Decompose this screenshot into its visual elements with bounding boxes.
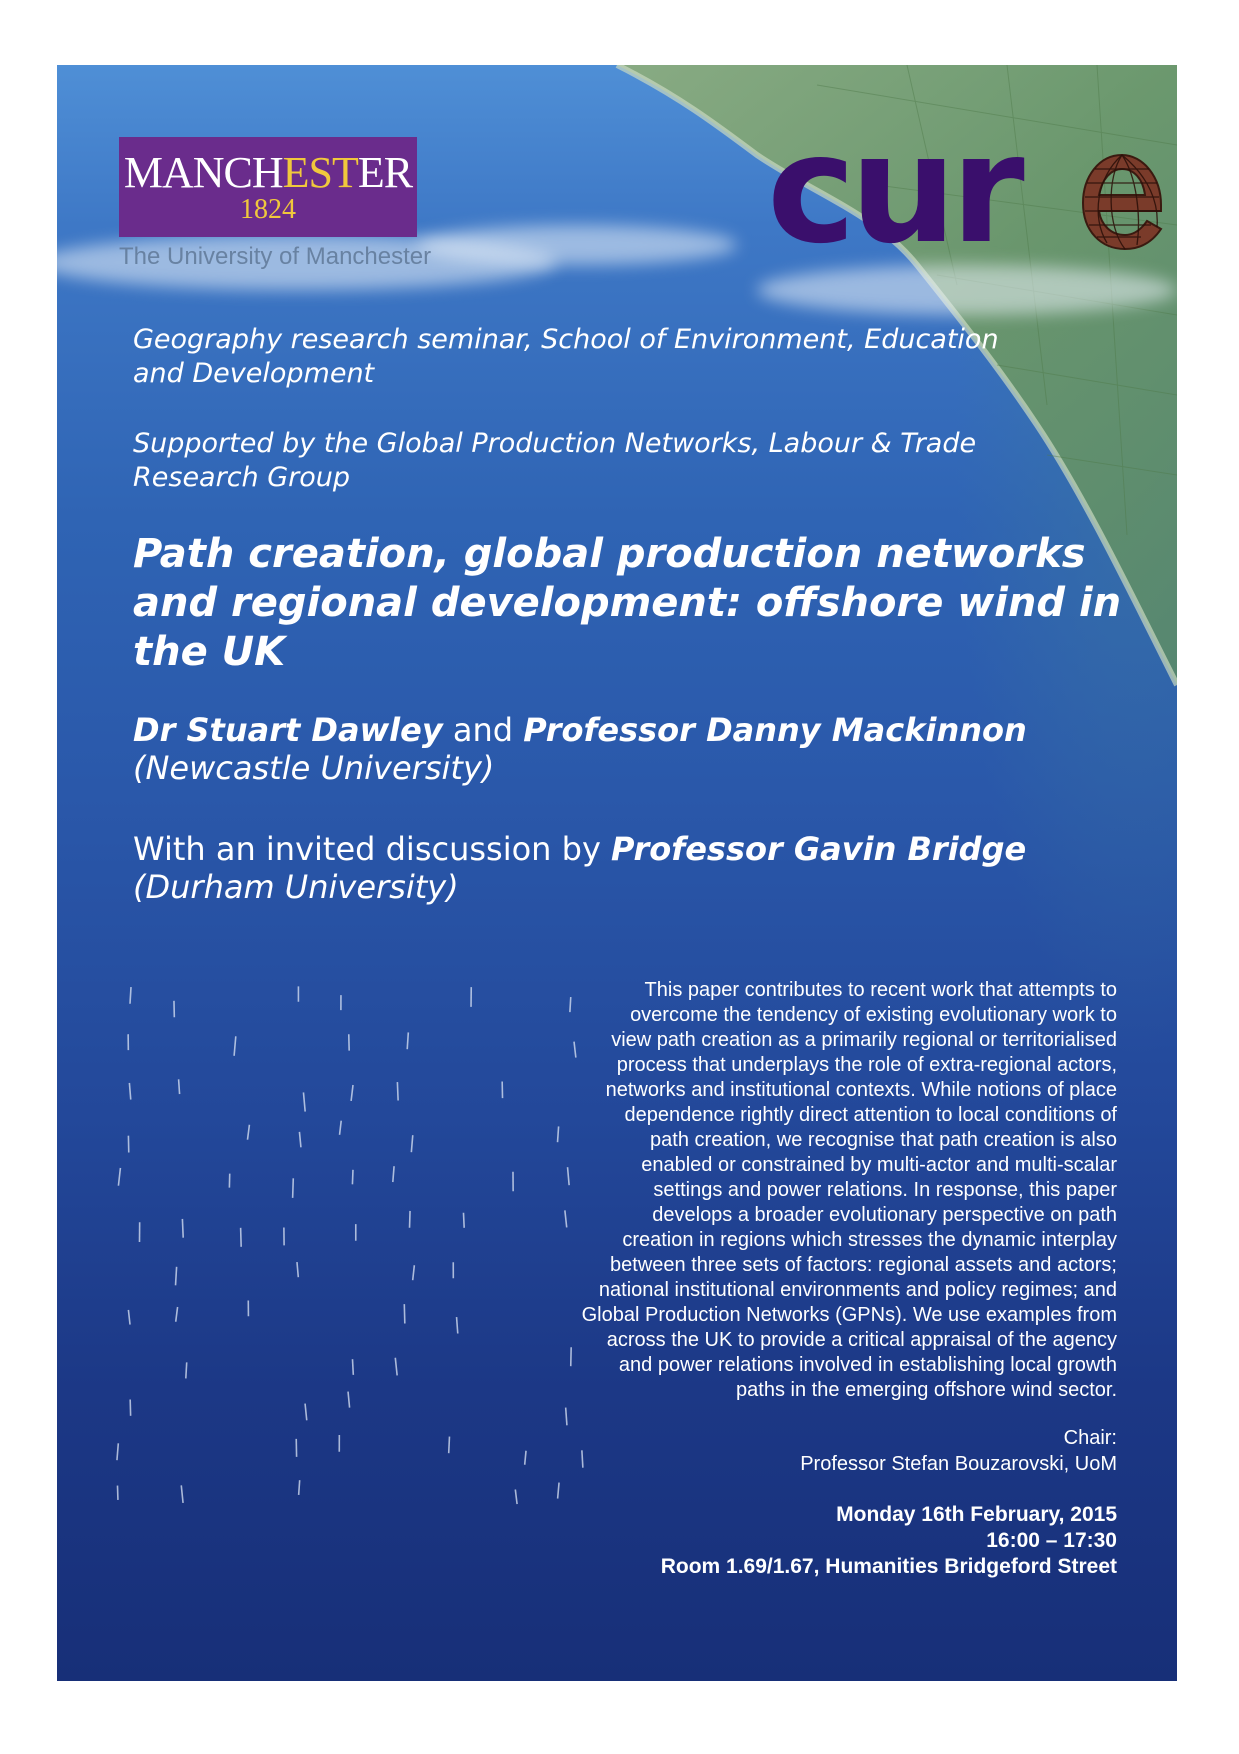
abstract-line: networks and institutional contexts. While notions of place [605,1079,1117,1101]
speaker-affiliation: (Newcastle University) [133,749,495,787]
wind-turbine [407,1032,408,1049]
uom-wordmark [124,150,412,196]
wind-turbine [397,1082,398,1100]
wind-turbine [248,1125,250,1140]
wind-turbine [558,1483,559,1499]
abstract-line: across the UK to provide a critical appraisal of the agency [606,1329,1117,1351]
wind-turbine [449,1437,450,1454]
wind-turbine [129,1083,130,1100]
uom-wordmark-part: MANCH [123,148,283,197]
wind-turbine [348,1392,350,1408]
wind-turbine [176,1307,178,1322]
wind-turbine [515,1490,517,1505]
wind-turbine [457,1317,458,1333]
abstract-line: between three sets of factors: regional assets and actors; [610,1254,1117,1276]
wind-turbine [176,1267,177,1285]
abstract-line: This paper contributes to recent work that attempts to [644,979,1117,1001]
wind-turbine [181,1485,183,1503]
discussion-prefix: With an invited discussion by [133,830,612,868]
wind-turbine [305,1404,307,1421]
wind-turbines-image [97,965,617,1525]
wind-turbine [117,1443,118,1460]
speakers [133,711,1093,787]
wind-turbine [413,1265,415,1280]
supported-line: Supported by the Global Production Networks, Labour & Trade Research Group [133,428,977,493]
abstract-line: dependence rightly direct attention to local conditions of [624,1104,1117,1126]
wind-turbine [525,1451,526,1465]
abstract-line: path creation, we recognise that path creation is also [650,1129,1117,1151]
wind-turbine [582,1450,583,1467]
wind-turbine [303,1092,305,1111]
abstract-line: view path creation as a primarily regional or territorialised [611,1029,1117,1051]
abstract-line: settings and power relations. In response, this paper [653,1179,1117,1201]
wind-turbine [179,1079,180,1094]
chair-label: Chair: [1063,1427,1117,1449]
discussant-affiliation: (Durham University) [133,868,459,906]
wind-turbine [393,1166,394,1182]
wind-turbine [395,1358,397,1376]
wind-turbine [299,1132,300,1147]
event-time: 16:00 – 17:30 [986,1529,1117,1552]
event-details [557,1502,1117,1580]
wind-turbine [411,1135,412,1152]
wind-turbine [404,1304,405,1323]
abstract-line: overcome the tendency of existing evolutionary work to [630,1004,1117,1026]
abstract-line: process that underplays the role of extra-regional actors, [616,1054,1117,1076]
abstract-line: creation in regions which stresses the dynamic interplay [622,1229,1117,1251]
abstract-line: Global Production Networks (GPNs). We use examples from [581,1304,1117,1326]
cloud [417,225,737,265]
speaker-joiner: and [442,711,524,749]
wind-turbine [234,1036,236,1056]
wind-turbine [566,1408,567,1426]
wind-turbine [182,1219,183,1238]
abstract-line: national institutional environments and policy regimes; and [598,1279,1117,1301]
abstract [547,978,1117,1403]
wind-turbine [186,1362,187,1378]
cure-wordmark: cur [767,103,1019,277]
poster [57,65,1177,1681]
wind-turbine [297,1262,298,1277]
wind-turbine [410,1211,411,1228]
uom-subtitle: The University of Manchester [119,243,432,270]
chair-block [657,1425,1117,1477]
event-room: Room 1.69/1.67, Humanities Bridgeford Street [660,1555,1117,1578]
discussant-name: Professor Gavin Bridge [611,830,1027,868]
abstract-line: enabled or constrained by multi-actor and multi-scalar [641,1154,1117,1176]
abstract-line: and power relations involved in establishing local growth [618,1354,1117,1376]
discussion-line [133,830,1133,906]
cure-logo [767,103,1167,295]
seminar-line: Geography research seminar, School of Environment, Education and Development [133,324,999,389]
uom-wordmark-part: ER [357,148,413,197]
abstract-line: paths in the emerging offshore wind sector. [736,1379,1117,1401]
uom-wordmark-gold-part: EST [282,148,358,197]
wind-turbine [118,1168,120,1186]
wind-turbine [128,1310,130,1325]
globe-e-icon [1077,147,1167,255]
wind-turbine [352,1359,353,1375]
abstract-line: develops a broader evolutionary perspective on path [652,1204,1117,1226]
university-of-manchester-logo [119,137,417,237]
wind-turbine [130,987,131,1004]
wind-turbine [293,1178,294,1198]
talk-title: Path creation, global production networks and regional development: offshore wind in the UK [133,531,1122,675]
wind-turbine [352,1170,353,1184]
wind-turbine [241,1228,242,1247]
event-date: Monday 16th February, 2015 [836,1503,1117,1526]
chair-name: Professor Stefan Bouzarovski, UoM [800,1453,1117,1475]
wind-turbine [299,1480,300,1495]
speaker-1: Dr Stuart Dawley [133,711,443,749]
speaker-2: Professor Danny Mackinnon [523,711,1027,749]
wind-turbine [463,1213,464,1228]
wind-turbine [351,1085,353,1101]
uom-year: 1824 [240,194,296,225]
wind-turbine [340,1121,342,1135]
